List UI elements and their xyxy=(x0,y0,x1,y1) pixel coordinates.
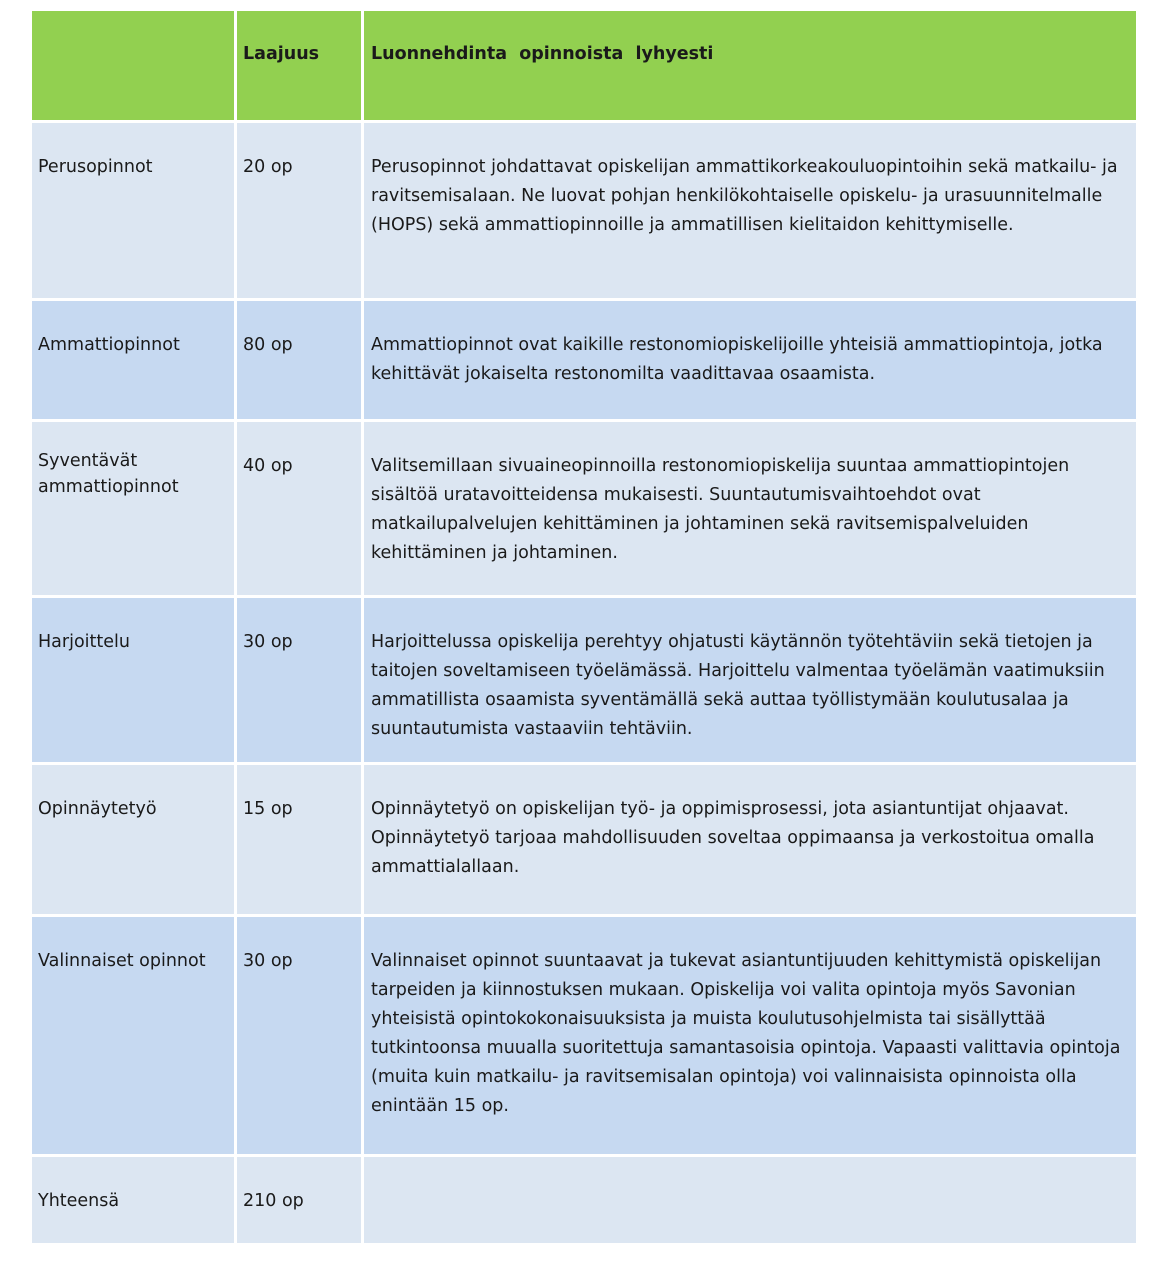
table-header-row xyxy=(32,11,1136,123)
row-description: Opinnäytetyö on opiskelijan työ- ja oppimisprosessi, jota asiantuntijat ohjaavat. Opinnäytetyö tarjoaa mahdollisuuden soveltaa oppimaansa ja verkostoitua omalla ammattialallaan. xyxy=(364,765,1136,917)
table-row xyxy=(32,598,1136,765)
row-name: Syventävät ammattiopinnot xyxy=(32,422,237,598)
study-structure-table xyxy=(32,11,1136,1246)
row-scope: 40 op xyxy=(237,422,364,598)
row-description: Valitsemillaan sivuaineopinnoilla restonomiopiskelija suuntaa ammattiopintojen sisältöä uratavoitteidensa mukaisesti. Suuntautumisvaihtoehdot ovat matkailupalvelujen kehittäminen ja johtaminen sekä ravitsemispalveluiden kehittäminen ja johtaminen. xyxy=(364,422,1136,598)
header-description: Luonnehdinta opinnoista lyhyesti xyxy=(364,11,1136,123)
header-name xyxy=(32,11,237,123)
row-scope: 30 op xyxy=(237,598,364,765)
row-description: Ammattiopinnot ovat kaikille restonomiopiskelijoille yhteisiä ammattiopintoja, jotka kehittävät jokaiselta restonomilta vaadittavaa osaamista. xyxy=(364,301,1136,422)
table-row xyxy=(32,917,1136,1157)
total-label: Yhteensä xyxy=(32,1157,237,1246)
row-name: Harjoittelu xyxy=(32,598,237,765)
table-row xyxy=(32,765,1136,917)
table-row-total xyxy=(32,1157,1136,1246)
row-scope: 80 op xyxy=(237,301,364,422)
header-scope: Laajuus xyxy=(237,11,364,123)
total-description xyxy=(364,1157,1136,1246)
row-name: Perusopinnot xyxy=(32,123,237,301)
row-name: Ammattiopinnot xyxy=(32,301,237,422)
row-description: Perusopinnot johdattavat opiskelijan ammattikorkeakouluopintoihin sekä matkailu- ja ravitsemisalaan. Ne luovat pohjan henkilökohtaiselle opiskelu- ja urasuunnitelmalle (HOPS) sekä ammattiopinnoille ja ammatillisen kielitaidon kehittymiselle. xyxy=(364,123,1136,301)
table-row xyxy=(32,301,1136,422)
row-scope: 15 op xyxy=(237,765,364,917)
row-name: Valinnaiset opinnot xyxy=(32,917,237,1157)
row-scope: 20 op xyxy=(237,123,364,301)
row-name: Opinnäytetyö xyxy=(32,765,237,917)
table-row xyxy=(32,422,1136,598)
total-scope: 210 op xyxy=(237,1157,364,1246)
row-description: Harjoittelussa opiskelija perehtyy ohjatusti käytännön työtehtäviin sekä tietojen ja taitojen soveltamiseen työelämässä. Harjoittelu valmentaa työelämän vaatimuksiin ammatillista osaamista syventämällä sekä auttaa työllistymään koulutusalaa ja suuntautumista vastaaviin tehtäviin. xyxy=(364,598,1136,765)
row-description: Valinnaiset opinnot suuntaavat ja tukevat asiantuntijuuden kehittymistä opiskelijan tarpeiden ja kiinnostuksen mukaan. Opiskelija voi valita opintoja myös Savonian yhteisistä opintokokonaisuuksista ja muista koulutusohjelmista tai sisällyttää tutkintoonsa muualla suoritettuja samantasoisia opintoja. Vapaasti valittavia opintoja (muita kuin matkailu- ja ravitsemisalan opintoja) voi valinnaisista opinnoista olla enintään 15 op. xyxy=(364,917,1136,1157)
row-scope: 30 op xyxy=(237,917,364,1157)
table-row xyxy=(32,123,1136,301)
